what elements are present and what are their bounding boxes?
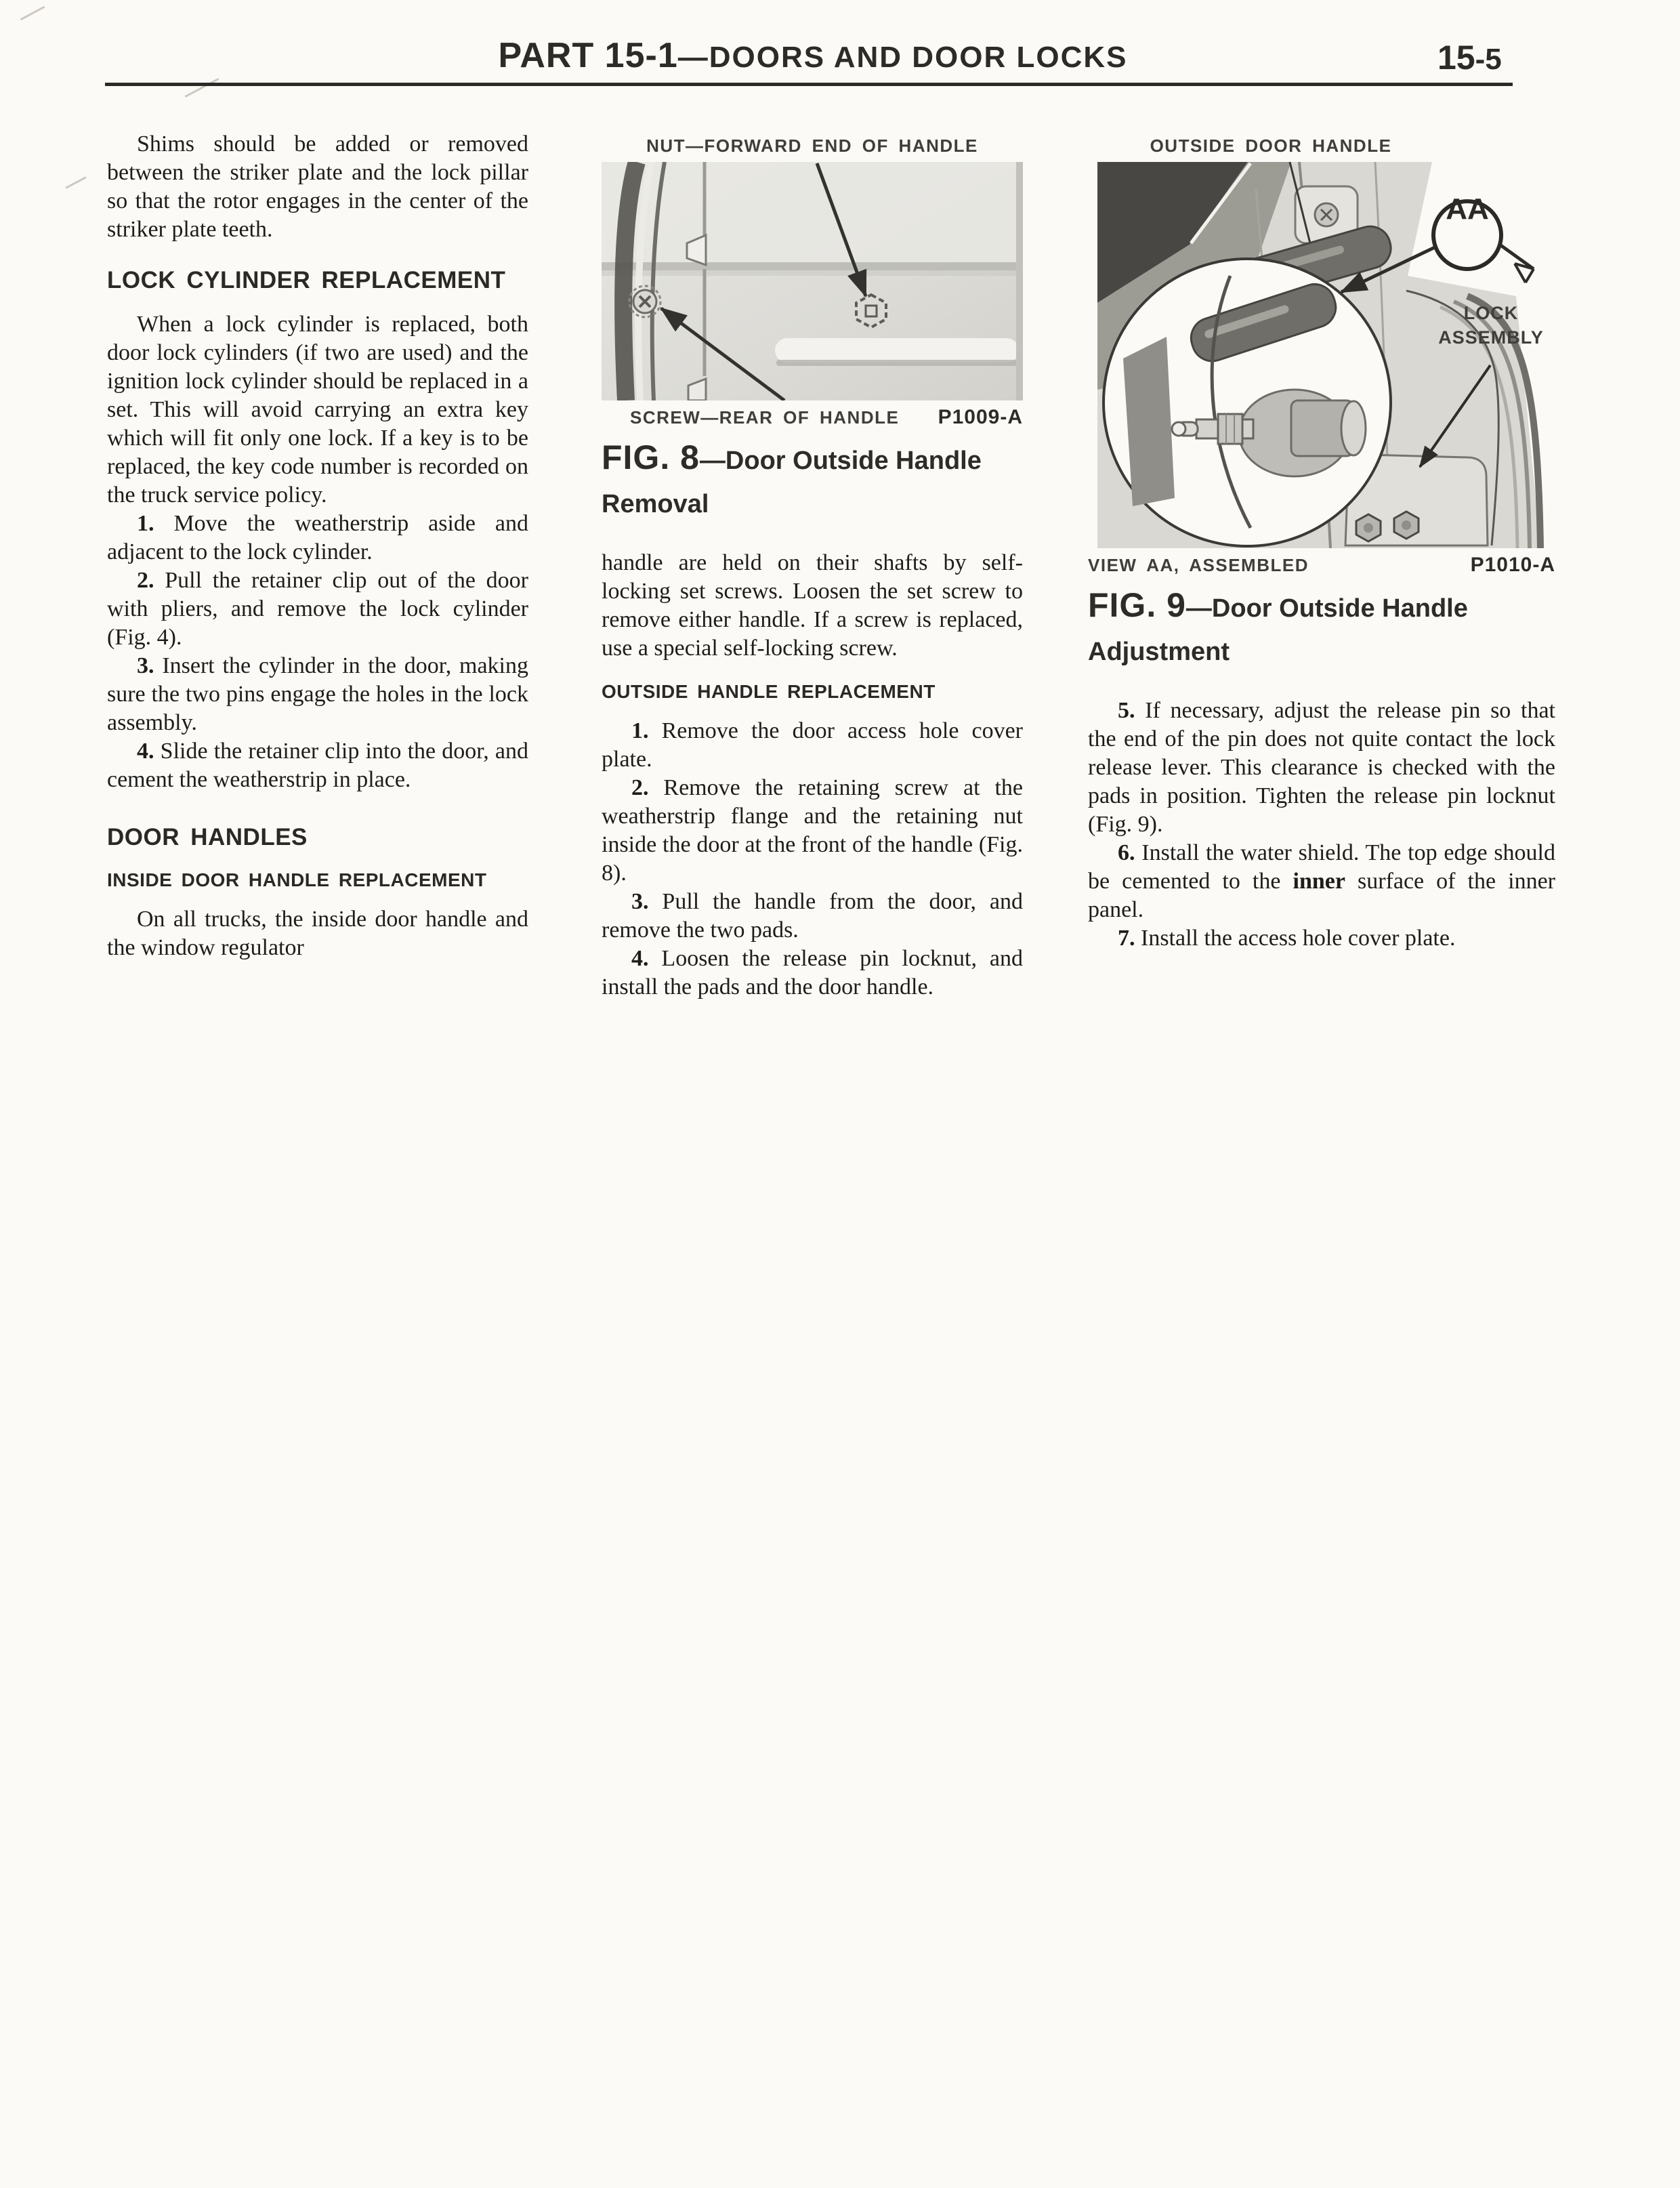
fig9-code: P1010-A xyxy=(1470,554,1555,576)
lock-assembly-label: LOCK ASSEMBLY xyxy=(1438,303,1544,348)
handle-recess xyxy=(775,338,1019,363)
heading-door-handles: DOOR HANDLES xyxy=(107,824,308,850)
page-header xyxy=(0,35,1680,83)
header-section-label: —DOORS AND DOOR LOCKS xyxy=(677,41,1128,74)
fig9-sub-labels xyxy=(1088,554,1555,577)
fig9-view-label: VIEW AA, ASSEMBLED xyxy=(1088,555,1309,575)
fig8-sub-labels xyxy=(602,406,1023,429)
subheading-outside-handle: OUTSIDE HANDLE REPLACEMENT xyxy=(602,681,936,702)
fig9-caption: FIG. 9—Door Outside Handle Adjustment xyxy=(1088,586,1468,666)
column-left xyxy=(107,130,528,962)
header-rule xyxy=(105,83,1513,86)
step-item: 4. Slide the retainer clip into the door, and cement the weatherstrip in place. xyxy=(107,739,528,792)
scan-scratch xyxy=(65,176,86,189)
fig9-top-label: OUTSIDE DOOR HANDLE xyxy=(1150,136,1392,156)
fig8-code: P1009-A xyxy=(938,406,1023,428)
column-middle xyxy=(602,136,1023,1002)
step-item: 4. Loosen the release pin locknut, and install the pads and the door handle. xyxy=(602,946,1024,999)
paragraph-shims: Shims should be added or removed between the striker plate and the lock pillar so that the rotor engages in the center of the striker plate teeth. xyxy=(107,131,528,242)
scan-scratch xyxy=(20,6,45,20)
header-title xyxy=(285,35,1341,76)
step-item: 7. Install the access hole cover plate. xyxy=(1118,926,1456,951)
paragraph-lock-cylinder: When a lock cylinder is replaced, both door lock cylinders (if two are used) and the ignition lock cylinder should be replaced in a set. This will avoid carrying an extra key which will fit only one lock. If a key is to be replaced, the key code number is recorded on the truck service policy. xyxy=(107,312,528,508)
column-right xyxy=(1088,136,1555,953)
paragraph-handle-continuation: handle are held on their shafts by self-locking set screws. Loosen the set screw to remove either handle. If a screw is replaced, use a special self-locking screw. xyxy=(602,550,1023,661)
aa-callout-label: AA xyxy=(1446,192,1489,226)
figure-9 xyxy=(1088,136,1555,676)
fig8-caption: FIG. 8—Door Outside Handle Removal xyxy=(602,438,982,518)
step-item: 2. Pull the retainer clip out of the door with pliers, and remove the lock cylinder (Fig. 4). xyxy=(107,568,528,650)
heading-lock-cylinder-replacement: LOCK CYLINDER REPLACEMENT xyxy=(107,267,506,293)
figure-8 xyxy=(602,136,1023,529)
header-part-label: PART 15-1 xyxy=(498,36,678,75)
release-pin-locknut xyxy=(1218,414,1242,444)
step-item: 3. Pull the handle from the door, and remove the two pads. xyxy=(602,889,1023,943)
fig8-top-label: NUT—FORWARD END OF HANDLE xyxy=(646,136,978,156)
step-item: 5. If necessary, adjust the release pin so that the end of the pin does not quite contact the lock release lever. This clearance is checked with the pads in position. Tighten the release pin locknut (Fig. 9). xyxy=(1088,698,1555,837)
fig8-bottom-label: SCREW—REAR OF HANDLE xyxy=(630,407,900,428)
step-item: 1. Remove the door access hole cover plate. xyxy=(602,718,1023,772)
page-number: 15-5 xyxy=(1437,39,1502,77)
subheading-inside-door-handle: INSIDE DOOR HANDLE REPLACEMENT xyxy=(107,869,487,890)
step-item: 6. Install the water shield. The top edge should be cemented to the inner surface of the inner panel. xyxy=(1088,840,1555,922)
fig8-photo-door-outside-handle xyxy=(602,162,1023,400)
paragraph-inside-handle: On all trucks, the inside door handle and the window regulator xyxy=(107,907,528,960)
step-item: 1. Move the weatherstrip aside and adjacent to the lock cylinder. xyxy=(107,511,529,564)
step-item: 3. Insert the cylinder in the door, making sure the two pins engage the holes in the lock assembly. xyxy=(107,653,529,735)
step-item: 2. Remove the retaining screw at the weatherstrip flange and the retaining nut inside the door at the front of the handle (Fig. 8). xyxy=(602,775,1023,886)
